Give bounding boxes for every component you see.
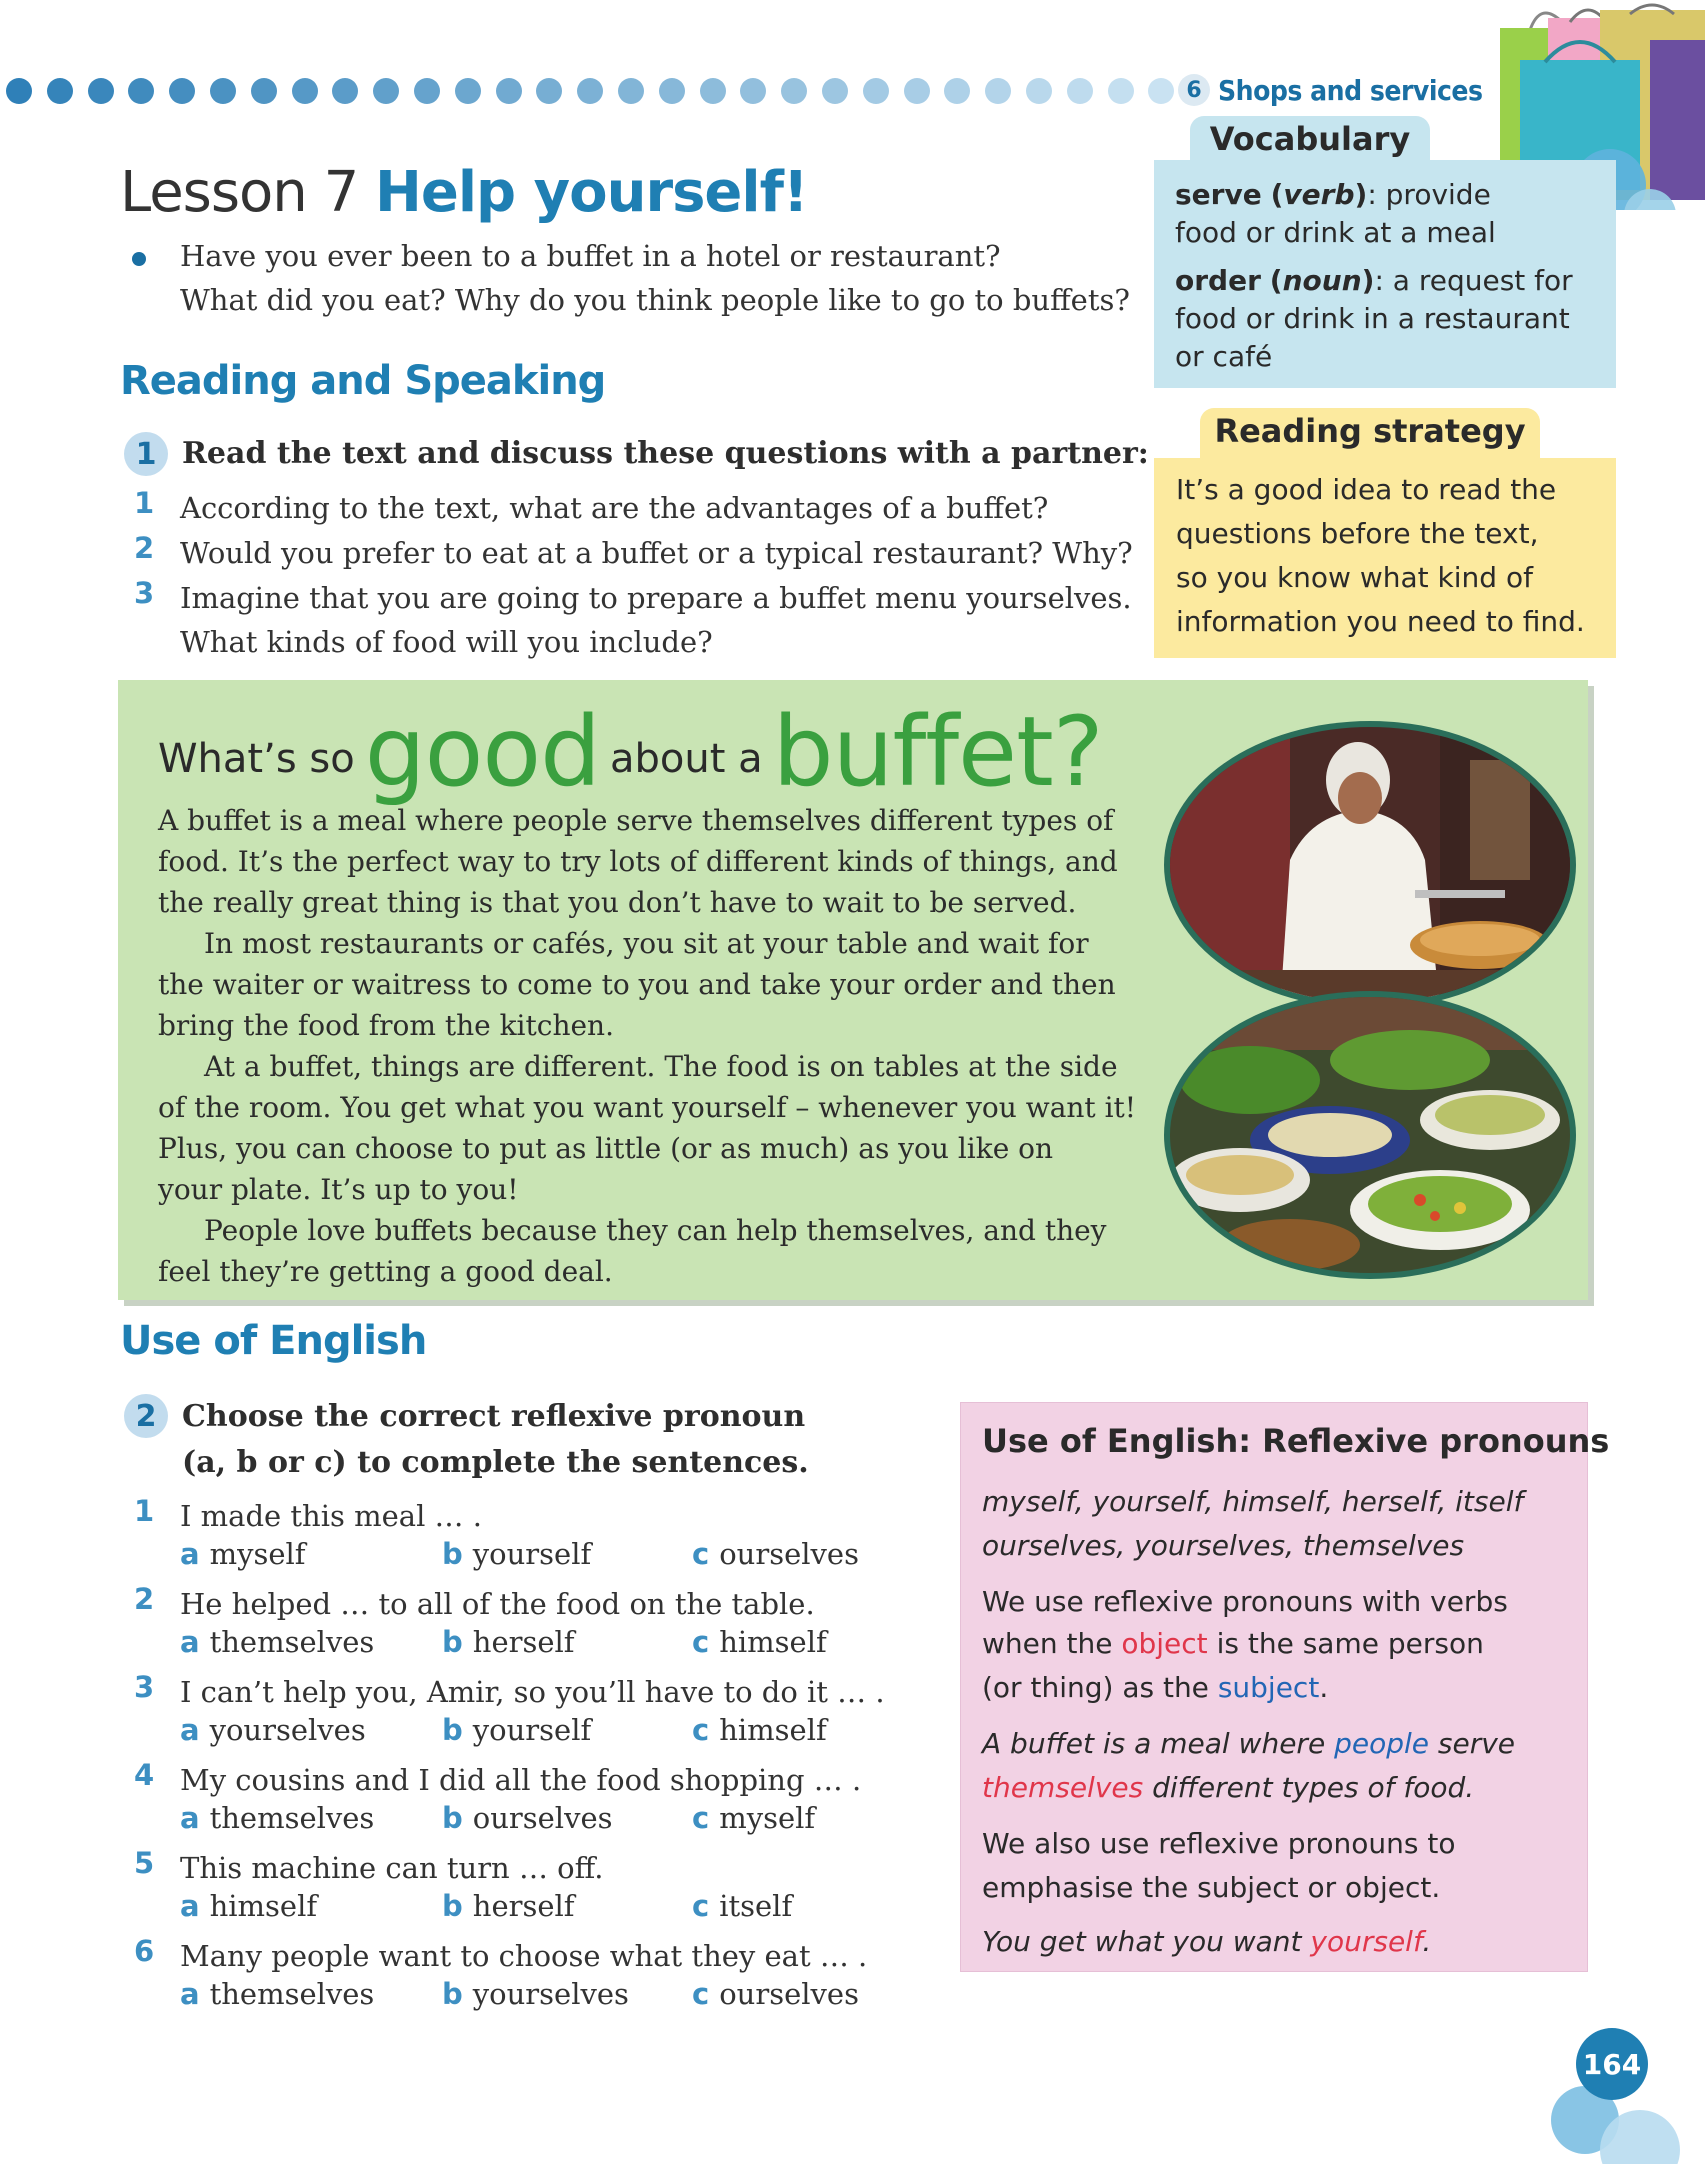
item-sentence: I made this meal … . [180,1499,482,1533]
grammar-rule: when the object is the same person [982,1627,1484,1660]
decorative-dot [47,78,73,104]
bullet-icon [132,252,146,266]
decorative-dot [455,78,481,104]
question-text: Imagine that you are going to prepare a buffet menu yourselves. [180,581,1132,615]
answer-option-c: c himself [692,1625,827,1659]
grammar-rule: We use reflexive pronouns with verbs [982,1585,1508,1618]
decorative-dot [659,78,685,104]
question-number: 3 [134,576,155,610]
strategy-line: It’s a good idea to read the [1176,473,1557,506]
decorative-dot [863,78,889,104]
vocab-definition: : a request for [1374,264,1573,297]
item-number: 4 [134,1758,155,1792]
decorative-dot [251,78,277,104]
strategy-line: questions before the text, [1176,517,1539,550]
vocab-definition: : provide [1367,178,1491,211]
grammar-rule: We also use reflexive pronouns to [982,1827,1456,1860]
grammar-example: themselves different types of food. [982,1771,1475,1804]
man-at-buffet-photo [1160,720,1580,1010]
decorative-dot [292,78,318,104]
answer-option-a: a yourselves [180,1713,366,1747]
decorative-dot [210,78,236,104]
decorative-dot [577,78,603,104]
answer-option-b: b ourselves [442,1801,613,1835]
decorative-dot [904,78,930,104]
decorative-dot [822,78,848,104]
chapter-number: 6 [1178,74,1210,106]
question-text: What kinds of food will you include? [180,625,713,659]
section-heading-reading: Reading and Speaking [120,358,606,404]
section-heading-use-of-english: Use of English [120,1318,427,1364]
decorative-dot [414,78,440,104]
decorative-dot [536,78,562,104]
answer-option-a: a himself [180,1889,318,1923]
article-line: bring the food from the kitchen. [158,1009,614,1042]
question-number: 2 [134,531,155,565]
decorative-dot [128,78,154,104]
highlight-object: object [1121,1627,1208,1660]
article-line: At a buffet, things are different. The food is on tables at the side [204,1050,1118,1083]
answer-option-c: c ourselves [692,1537,859,1571]
article-line: your plate. It’s up to you! [158,1173,519,1206]
decorative-dot [88,78,114,104]
answer-option-b: b yourselves [442,1977,629,2011]
article-line: In most restaurants or cafés, you sit at your table and wait for [204,927,1089,960]
strategy-line: so you know what kind of [1176,561,1533,594]
decorative-dot [740,78,766,104]
buffet-food-photo [1160,990,1580,1280]
page-number: 164 [1576,2028,1648,2100]
item-sentence: He helped … to all of the food on the table. [180,1587,815,1621]
article-line: Plus, you can choose to put as little (or as much) as you like on [158,1132,1054,1165]
chapter-title: Shops and services [1218,73,1483,107]
decorative-dot [373,78,399,104]
decorative-dot [781,78,807,104]
decorative-dot [700,78,726,104]
article-line: A buffet is a meal where people serve themselves different types of [158,804,1114,837]
decorative-dot [1026,78,1052,104]
answer-option-a: a myself [180,1537,306,1571]
exercise-instruction: (a, b or c) to complete the sentences. [182,1445,809,1480]
strategy-line: information you need to find. [1176,605,1585,638]
item-number: 1 [134,1494,155,1528]
decorative-dot [169,78,195,104]
exercise-number: 1 [124,432,168,476]
decorative-dot [6,78,32,104]
answer-option-a: a themselves [180,1977,375,2011]
article-line: of the room. You get what you want yourself – whenever you want it! [158,1091,1137,1124]
vocab-pos: verb [1283,178,1355,211]
decorative-dot [985,78,1011,104]
question-text: According to the text, what are the advantages of a buffet? [180,491,1049,525]
vocab-pos: noun [1282,264,1362,297]
question-number: 1 [134,486,155,520]
item-number: 3 [134,1670,155,1704]
exercise-instruction: Choose the correct reflexive pronoun [182,1399,806,1434]
vocabulary-title: Vocabulary [1209,120,1411,158]
item-number: 5 [134,1846,155,1880]
grammar-pronouns: ourselves, yourselves, themselves [982,1529,1465,1562]
decorative-dot [496,78,522,104]
decorative-dot [332,78,358,104]
article-line: People love buffets because they can help themselves, and they [204,1214,1107,1247]
answer-option-a: a themselves [180,1801,375,1835]
item-sentence: Many people want to choose what they eat … . [180,1939,868,1973]
grammar-example: You get what you want yourself. [982,1925,1432,1958]
item-sentence: This machine can turn … off. [180,1851,604,1885]
vocab-entry-serve: serve (verb): provide [1175,178,1491,211]
answer-option-c: c ourselves [692,1977,859,2011]
grammar-example: A buffet is a meal where people serve [982,1727,1516,1760]
answer-option-b: b herself [442,1889,575,1923]
decorative-dot [944,78,970,104]
vocab-entry-order: order (noun): a request for [1175,264,1573,297]
answer-option-b: b yourself [442,1537,592,1571]
reading-strategy-title: Reading strategy [1214,412,1526,450]
item-sentence: I can’t help you, Amir, so you’ll have to do it … . [180,1675,885,1709]
answer-option-b: b herself [442,1625,575,1659]
grammar-title: Use of English: Reflexive pronouns [982,1422,1610,1460]
question-text: Would you prefer to eat at a buffet or a typical restaurant? Why? [180,536,1133,570]
answer-option-b: b yourself [442,1713,592,1747]
vocab-word: order [1175,264,1261,297]
item-sentence: My cousins and I did all the food shopping … . [180,1763,862,1797]
article-line: food. It’s the perfect way to try lots of different kinds of things, and [158,845,1118,878]
exercise-number: 2 [124,1394,168,1438]
decorative-dot-row [6,70,1166,110]
answer-option-c: c itself [692,1889,793,1923]
article-line: feel they’re getting a good deal. [158,1255,613,1288]
item-number: 6 [134,1934,155,1968]
vocab-word: serve [1175,178,1262,211]
chapter-label [1178,70,1483,110]
intro-question-line: What did you eat? Why do you think people like to go to buffets? [180,283,1130,317]
answer-option-a: a themselves [180,1625,375,1659]
decorative-dot [618,78,644,104]
decorative-dot [1148,78,1174,104]
article-title: What’s so good about a buffet? [158,696,1103,808]
grammar-rule: (or thing) as the subject. [982,1671,1329,1704]
lesson-name: Help yourself! [375,160,808,225]
answer-option-c: c himself [692,1713,827,1747]
lesson-title [120,158,808,228]
exercise-instruction: Read the text and discuss these questions with a partner: [182,436,1149,471]
article-line: the really great thing is that you don’t have to wait to be served. [158,886,1077,919]
grammar-rule: emphasise the subject or object. [982,1871,1441,1904]
vocab-definition: or café [1175,340,1273,373]
vocab-definition: food or drink at a meal [1175,216,1496,249]
decorative-dot [1108,78,1134,104]
decorative-dot [1067,78,1093,104]
intro-question-line: Have you ever been to a buffet in a hotel or restaurant? [180,239,1001,273]
lesson-label: Lesson 7 [120,160,359,225]
item-number: 2 [134,1582,155,1616]
answer-option-c: c myself [692,1801,816,1835]
highlight-subject: subject [1217,1671,1320,1704]
vocab-definition: food or drink in a restaurant [1175,302,1570,335]
article-line: the waiter or waitress to come to you and take your order and then [158,968,1116,1001]
grammar-pronouns: myself, yourself, himself, herself, itself [982,1485,1524,1518]
